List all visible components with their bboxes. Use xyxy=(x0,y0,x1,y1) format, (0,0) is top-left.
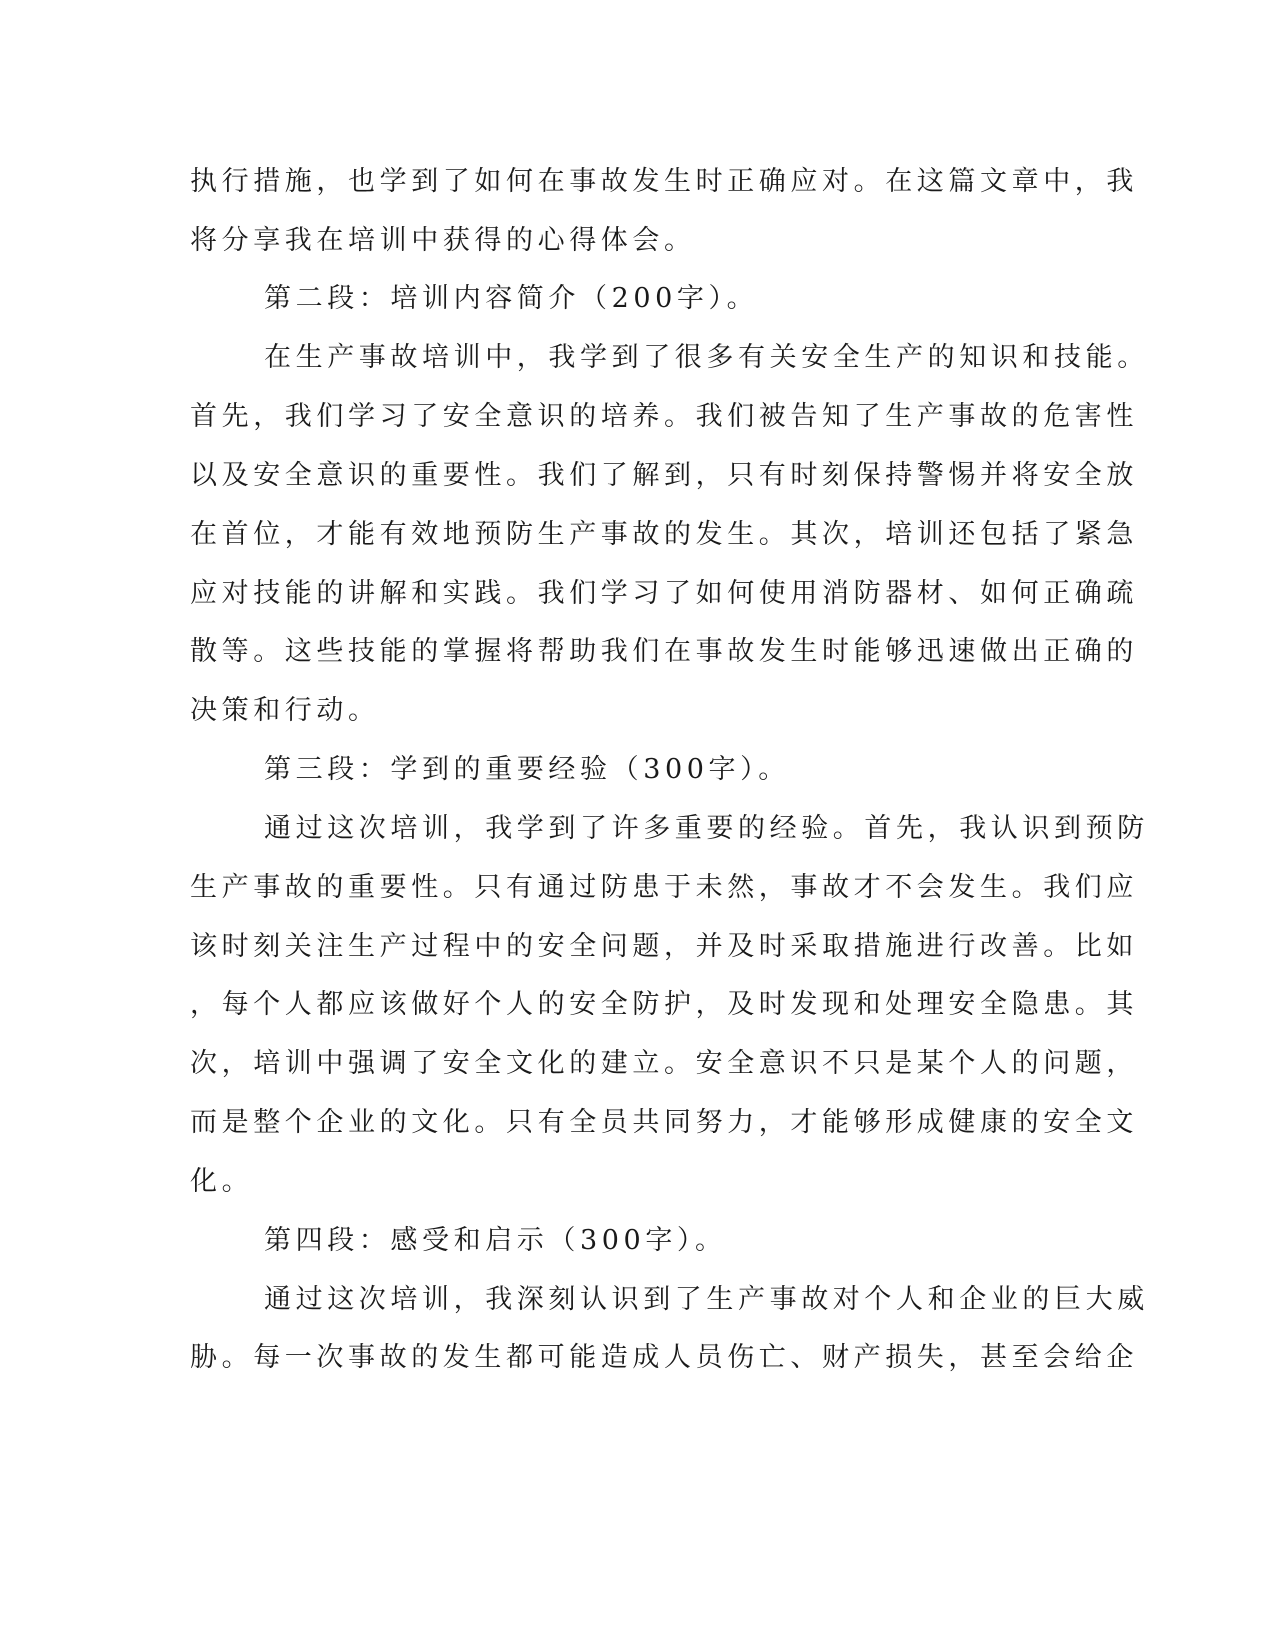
text-line: 在生产事故培训中，我学到了很多有关安全生产的知识和技能。 xyxy=(264,342,1149,373)
text-line: 将分享我在培训中获得的心得体会。 xyxy=(190,225,696,256)
text-line: 化。 xyxy=(190,1166,254,1197)
text-line: 通过这次培训，我学到了许多重要的经验。首先，我认识到预防 xyxy=(264,813,1149,844)
text-line: 首先，我们学习了安全意识的培养。我们被告知了生产事故的危害性 xyxy=(190,401,1138,432)
text-line: 而是整个企业的文化。只有全员共同努力，才能够形成健康的安全文 xyxy=(190,1107,1138,1138)
text-line: 通过这次培训，我深刻认识到了生产事故对个人和企业的巨大威 xyxy=(264,1284,1149,1315)
text-line: 应对技能的讲解和实践。我们学习了如何使用消防器材、如何正确疏 xyxy=(190,578,1138,609)
text-line: 以及安全意识的重要性。我们了解到，只有时刻保持警惕并将安全放 xyxy=(190,460,1138,491)
text-line: ，每个人都应该做好个人的安全防护，及时发现和处理安全隐患。其 xyxy=(190,989,1138,1020)
section-heading-4: 第四段：感受和启示（300字）。 xyxy=(264,1225,727,1256)
section-heading-2: 第二段：培训内容简介（200字）。 xyxy=(264,283,759,314)
text-line: 在首位，才能有效地预防生产事故的发生。其次，培训还包括了紧急 xyxy=(190,519,1138,550)
text-line: 散等。这些技能的掌握将帮助我们在事故发生时能够迅速做出正确的 xyxy=(190,636,1138,667)
text-line: 胁。每一次事故的发生都可能造成人员伤亡、财产损失，甚至会给企 xyxy=(190,1342,1138,1373)
section-heading-3: 第三段：学到的重要经验（300字）。 xyxy=(264,754,790,785)
text-line: 该时刻关注生产过程中的安全问题，并及时采取措施进行改善。比如 xyxy=(190,931,1138,962)
text-line: 次，培训中强调了安全文化的建立。安全意识不只是某个人的问题， xyxy=(190,1048,1138,1079)
text-line: 生产事故的重要性。只有通过防患于未然，事故才不会发生。我们应 xyxy=(190,872,1138,903)
text-line: 决策和行动。 xyxy=(190,695,380,726)
text-line: 执行措施，也学到了如何在事故发生时正确应对。在这篇文章中，我 xyxy=(190,166,1138,197)
